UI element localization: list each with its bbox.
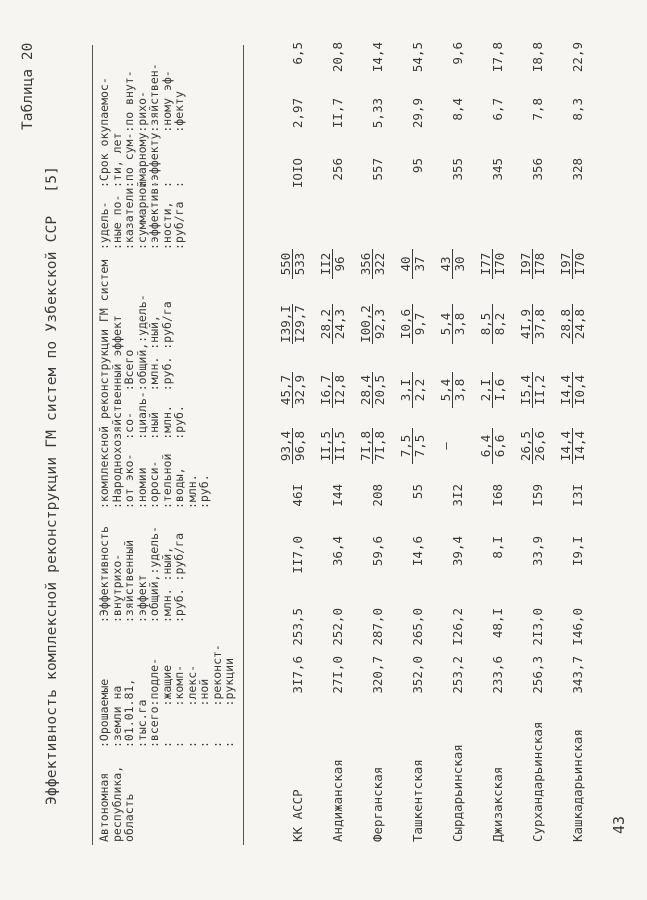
cell-payback-total: 6,7 — [490, 98, 505, 121]
cell-total-pair — [439, 304, 466, 344]
numerator-value: 43 — [439, 249, 453, 279]
cell-intra-specific: 3I2 — [450, 484, 465, 507]
denominator-value: 24,3 — [332, 308, 347, 340]
denominator-value: 8,2 — [492, 312, 507, 336]
denominator-value: 30 — [452, 256, 467, 272]
header-summary: :удель- :ные по- :казатели :суммарной :эффектив- :ности, :руб/га — [97, 180, 186, 250]
numerator-value: II,5 — [319, 428, 333, 464]
region-name: Сырдарьинская — [450, 744, 465, 842]
table-label: Таблица 20 — [20, 42, 36, 130]
cell-reconstruction-area: 48,I — [490, 608, 505, 639]
page-number: 43 — [610, 815, 628, 834]
reference-mark: [5] — [44, 165, 60, 193]
cell-reconstruction-area: 287,0 — [370, 608, 385, 646]
numerator-value: 45,7 — [279, 372, 293, 408]
cell-water-pair — [359, 428, 386, 464]
cell-social-pair — [359, 372, 386, 408]
numerator-value: I4,4 — [559, 372, 573, 408]
cell-payback-intra: 6,5 — [290, 42, 305, 65]
cell-payback-total: 5,33 — [370, 98, 385, 129]
cell-payback-total: 8,4 — [450, 98, 465, 121]
cell-total-area: 343,7 — [570, 656, 585, 694]
cell-payback-intra: 9,6 — [450, 42, 465, 65]
numerator-value: 3,I — [399, 372, 413, 408]
header-region: Автономная республика, область — [97, 765, 136, 842]
cell-total-area: 256,3 — [530, 656, 545, 694]
cell-intra-specific: I68 — [490, 484, 505, 507]
denominator-value: I78 — [532, 252, 547, 276]
cell-summary: 557 — [370, 158, 385, 181]
numerator-value: 356 — [359, 249, 373, 279]
region-name: КК АССР — [290, 789, 305, 842]
cell-specific-pair — [319, 249, 346, 279]
cell-total-pair — [479, 304, 506, 344]
cell-summary: 328 — [570, 158, 585, 181]
cell-water-pair — [519, 428, 546, 464]
numerator-value: 40 — [399, 249, 413, 279]
cell-water-pair — [439, 428, 452, 464]
cell-water-pair — [399, 428, 426, 464]
cell-total-area: 320,7 — [370, 656, 385, 694]
cell-specific-pair — [519, 249, 546, 279]
numerator-value: I39,I — [278, 305, 293, 343]
cell-reconstruction-area: I26,2 — [450, 608, 465, 646]
region-name: Сурхандарьинская — [530, 721, 545, 842]
table-title-text: Эффективность комплексной реконструкции ГМ систем по Узбекской ССР — [44, 215, 60, 805]
cell-total-area: 352,0 — [410, 656, 425, 694]
cell-water-pair — [279, 428, 306, 464]
cell-payback-total: II,7 — [330, 98, 345, 129]
cell-intra-total: I4,6 — [410, 536, 425, 567]
cell-summary: 355 — [450, 158, 465, 181]
denominator-value: I70 — [492, 252, 507, 276]
cell-payback-total: 2,97 — [290, 98, 305, 129]
cell-reconstruction-area: 253,5 — [290, 608, 305, 646]
numerator-value: I4,4 — [559, 428, 573, 464]
denominator-value: II,5 — [332, 430, 347, 462]
cell-intra-specific: 208 — [370, 484, 385, 507]
numerator-value: II2 — [319, 249, 333, 279]
cell-payback-intra: 22,9 — [570, 42, 585, 73]
region-name: Ташкентская — [410, 759, 425, 842]
denominator-value: 7,5 — [412, 434, 427, 458]
cell-total-pair — [279, 304, 306, 344]
cell-social-pair — [559, 372, 586, 408]
denominator-value: 96 — [332, 256, 347, 272]
region-name: Ферганская — [370, 766, 385, 842]
cell-intra-total: 8,I — [490, 536, 505, 559]
header-intra-effect: :Эффективность :внутрихо- :зяйственный :эффект :общий,:удель- :млн. :ный, :руб. :руб/га — [97, 526, 186, 623]
cell-intra-total: I9,I — [570, 536, 585, 567]
cell-intra-specific: 46I — [290, 484, 305, 507]
region-name: Андижанская — [330, 759, 345, 842]
numerator-value: 7I,8 — [359, 428, 373, 464]
numerator-value: 6,4 — [479, 428, 493, 464]
header-payback: :Срок окупаемос- :ти, лет :по сум-:по внут- :марному:рихо- :эффекту:зяйствен- : :ному эф- : :фекту — [97, 63, 186, 188]
cell-payback-total: 29,9 — [410, 98, 425, 129]
numerator-value: I77 — [479, 249, 493, 279]
denominator-value: 32,9 — [292, 374, 307, 406]
cell-payback-total: 8,3 — [570, 98, 585, 121]
cell-summary: 95 — [410, 158, 425, 174]
numerator-value: 28,2 — [319, 304, 333, 344]
numerator-value: 8,5 — [479, 304, 493, 344]
cell-total-pair — [519, 304, 546, 344]
denominator-value: 533 — [292, 252, 307, 276]
cell-specific-pair — [559, 249, 586, 279]
cell-reconstruction-area: 2I3,0 — [530, 608, 545, 646]
cell-summary: IOIO — [290, 158, 305, 189]
cell-specific-pair — [439, 249, 466, 279]
numerator-value: I5,4 — [519, 372, 533, 408]
denominator-value: 3,8 — [452, 312, 467, 336]
cell-payback-intra: I8,8 — [530, 42, 545, 73]
numerator-value: I6,7 — [319, 372, 333, 408]
cell-total-pair — [559, 304, 586, 344]
numerator-value: 28,8 — [559, 304, 573, 344]
numerator-value: I00,2 — [358, 305, 373, 343]
numerator-value: – — [438, 442, 453, 450]
cell-reconstruction-area: I46,0 — [570, 608, 585, 646]
denominator-value: II,2 — [532, 374, 547, 406]
cell-specific-pair — [479, 249, 506, 279]
denominator-value: 9,7 — [412, 312, 427, 336]
denominator-value: 92,3 — [372, 308, 387, 340]
header-top-rule — [92, 45, 93, 845]
denominator-value: 6,6 — [492, 434, 507, 458]
cell-specific-pair — [279, 249, 306, 279]
cell-water-pair — [559, 428, 586, 464]
denominator-value: I0,4 — [572, 374, 587, 406]
cell-payback-intra: 54,5 — [410, 42, 425, 73]
cell-total-area: 233,6 — [490, 656, 505, 694]
denominator-value: 37 — [412, 256, 427, 272]
numerator-value: 26,5 — [519, 428, 533, 464]
cell-intra-specific: I44 — [330, 484, 345, 507]
cell-intra-total: II7,0 — [290, 536, 305, 574]
cell-water-pair — [319, 428, 346, 464]
cell-intra-total: 33,9 — [530, 536, 545, 567]
numerator-value: 550 — [279, 249, 293, 279]
region-name: Джизакская — [490, 766, 505, 842]
header-bottom-rule — [243, 45, 244, 845]
header-irrigated: :Орошаемые :земли на :01.01.81, :тыс.га :всего:подле- : :жащие : :комп- : :лекс- : :ной : :реконст- : :рукции — [97, 644, 236, 748]
denominator-value: 20,5 — [372, 374, 387, 406]
cell-summary: 256 — [330, 158, 345, 181]
denominator-value: 96,8 — [292, 430, 307, 462]
denominator-value: 3,8 — [452, 378, 467, 402]
numerator-value: I97 — [519, 249, 533, 279]
cell-summary: 345 — [490, 158, 505, 181]
denominator-value: 24,8 — [572, 308, 587, 340]
cell-social-pair — [279, 372, 306, 408]
cell-payback-intra: I4,4 — [370, 42, 385, 73]
table-row — [558, 42, 606, 842]
cell-reconstruction-area: 252,0 — [330, 608, 345, 646]
cell-water-pair — [479, 428, 506, 464]
cell-specific-pair — [399, 249, 426, 279]
denominator-value: 26,6 — [532, 430, 547, 462]
cell-total-area: 253,2 — [450, 656, 465, 694]
cell-total-area: 3I7,6 — [290, 656, 305, 694]
denominator-value: 7I,8 — [372, 430, 387, 462]
denominator-value: I29,7 — [292, 305, 307, 343]
cell-total-pair — [359, 304, 386, 344]
cell-social-pair — [479, 372, 506, 408]
cell-total-area: 27I,0 — [330, 656, 345, 694]
denominator-value: I,6 — [492, 378, 507, 402]
numerator-value: 4I,9 — [519, 304, 533, 344]
cell-payback-intra: 20,8 — [330, 42, 345, 73]
cell-intra-specific: I3I — [570, 484, 585, 507]
cell-summary: 356 — [530, 158, 545, 181]
cell-total-pair — [399, 304, 426, 344]
cell-intra-specific: I59 — [530, 484, 545, 507]
cell-intra-specific: 55 — [410, 484, 425, 500]
cell-total-pair — [319, 304, 346, 344]
cell-payback-total: 7,8 — [530, 98, 545, 121]
cell-social-pair — [319, 372, 346, 408]
numerator-value: I0,6 — [399, 304, 413, 344]
cell-payback-intra: I7,8 — [490, 42, 505, 73]
denominator-value: 2,2 — [412, 378, 427, 402]
region-name: Кашкадарьинская — [570, 729, 585, 842]
cell-social-pair — [439, 372, 466, 408]
numerator-value: I97 — [559, 249, 573, 279]
numerator-value: 93,4 — [279, 428, 293, 464]
denominator-value: I4,4 — [572, 430, 587, 462]
table-title — [44, 115, 60, 805]
cell-reconstruction-area: 265,0 — [410, 608, 425, 646]
denominator-value: 322 — [372, 252, 387, 276]
cell-intra-total: 39,4 — [450, 536, 465, 567]
numerator-value: 2,I — [479, 372, 493, 408]
header-national-effect: :комплексной реконструкции ГМ систем :Народнохозяйственный эффект :от эко- :со- :Всего :номии :циаль-:общий,:удель- :ороси- :ный :млн. :ный, :тельной :млн. :руб. :руб/га :воды, :руб. :млн. :руб. — [97, 259, 211, 509]
cell-intra-total: 36,4 — [330, 536, 345, 567]
denominator-value: I70 — [572, 252, 587, 276]
denominator-value: 37,8 — [532, 308, 547, 340]
numerator-value: 7,5 — [399, 428, 413, 464]
cell-intra-total: 59,6 — [370, 536, 385, 567]
cell-specific-pair — [359, 249, 386, 279]
cell-social-pair — [399, 372, 426, 408]
numerator-value: 5,4 — [439, 372, 453, 408]
cell-social-pair — [519, 372, 546, 408]
numerator-value: 5,4 — [439, 304, 453, 344]
numerator-value: 28,4 — [359, 372, 373, 408]
denominator-value: I2,8 — [332, 374, 347, 406]
